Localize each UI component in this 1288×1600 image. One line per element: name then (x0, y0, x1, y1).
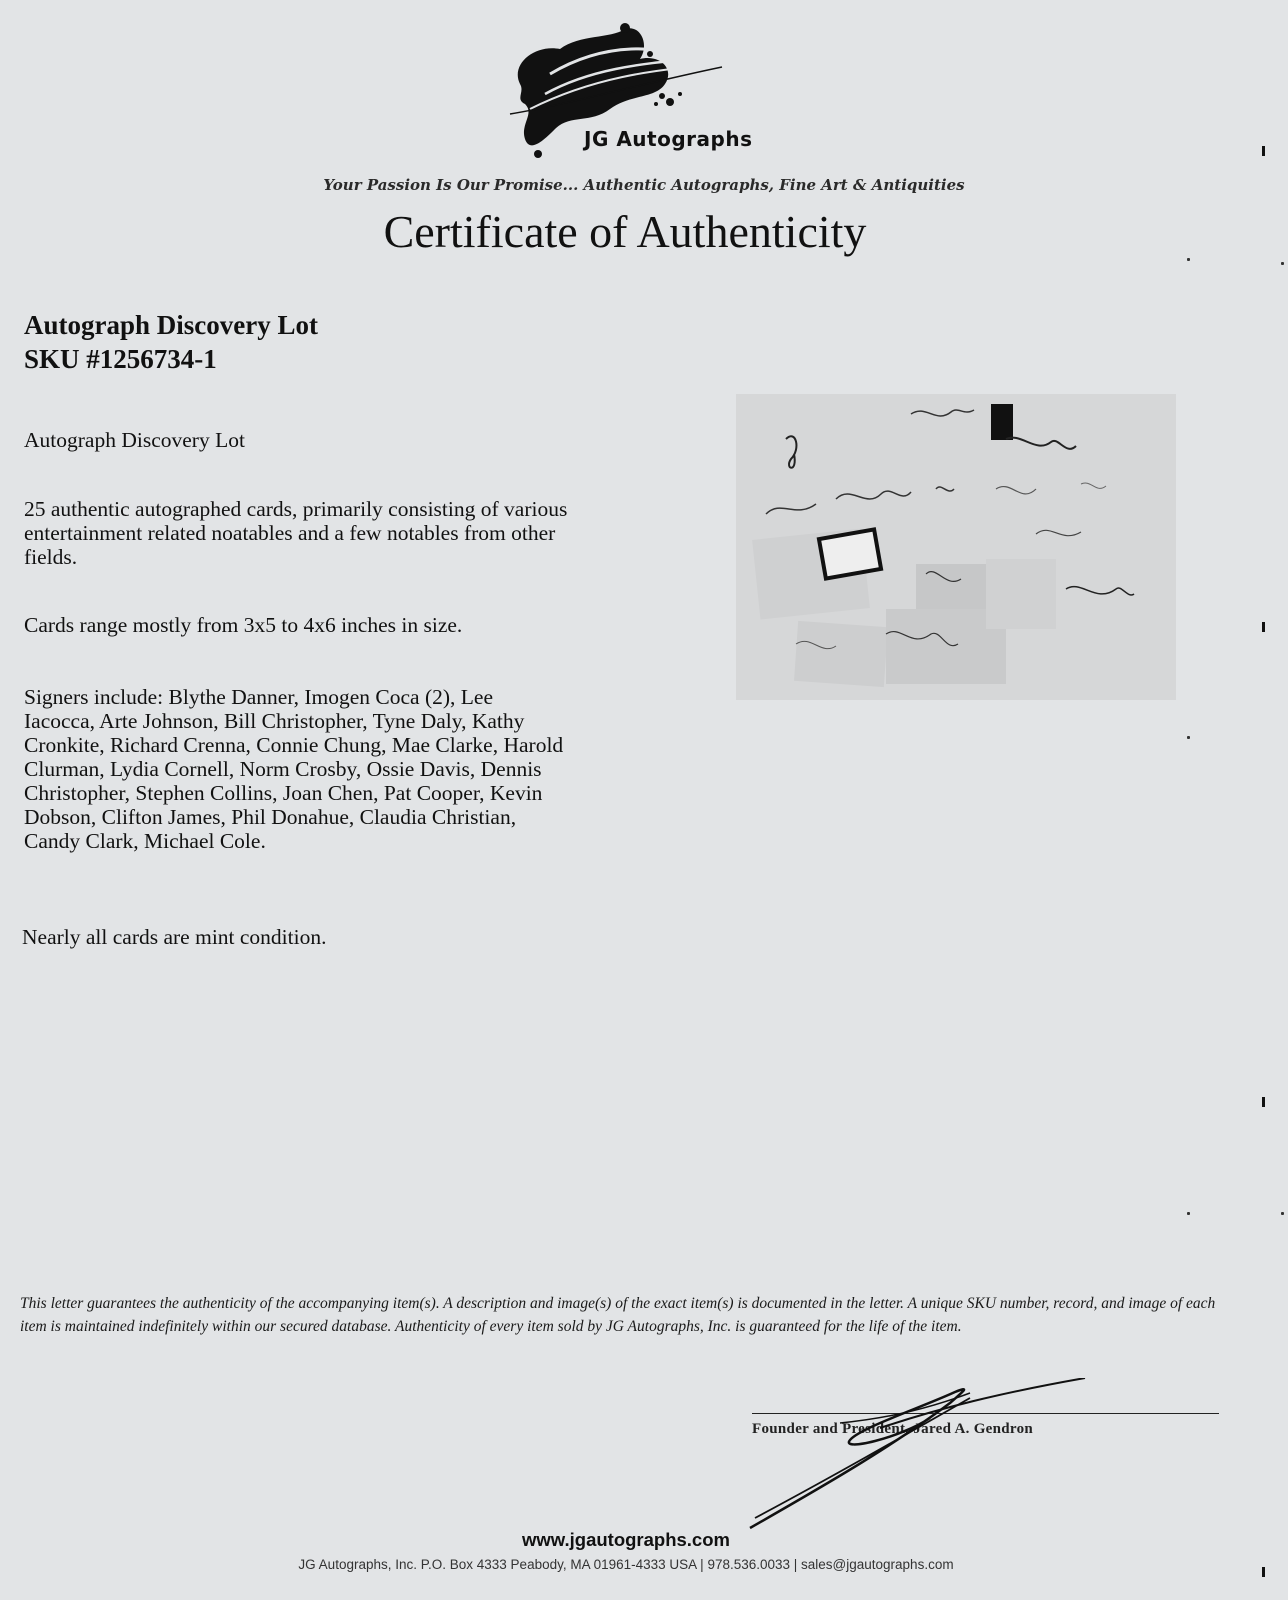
scan-dot (1187, 736, 1190, 739)
website-link[interactable]: www.jgautographs.com (522, 1529, 730, 1550)
scan-dot (1281, 262, 1284, 265)
signature-icon (740, 1378, 1120, 1538)
description-paragraph: 25 authentic autographed cards, primarily consisting of various entertainment related noatables and a few notables from other fields. (24, 497, 568, 569)
scan-dot (1281, 1212, 1284, 1215)
scan-mark (1262, 1567, 1265, 1577)
scan-dot (1187, 258, 1190, 261)
brand-name: JG Autographs (584, 127, 753, 151)
item-title: Autograph Discovery Lot (24, 310, 318, 340)
sku-number: SKU #1256734-1 (24, 344, 217, 374)
tagline: Your Passion Is Our Promise... Authentic Autographs, Fine Art & Antiquities (323, 176, 965, 194)
disclaimer-text: This letter guarantees the authenticity of the accompanying item(s). A description and image(s) of the exact item(s) is documented in the letter. A unique SKU number, record, and image of each item is maintained indefinitely within our secured database. Authenticity of every item sold by JG Autographs, Inc. is guaranteed for the life of the item. (20, 1295, 1216, 1335)
description-paragraph: Cards range mostly from 3x5 to 4x6 inches in size. (24, 613, 463, 637)
page-title: Certificate of Authenticity (383, 206, 867, 257)
signers-paragraph: Signers include: Blythe Danner, Imogen Coca (2), Lee Iacocca, Arte Johnson, Bill Christopher, Tyne Daly, Kathy Cronkite, Richard Crenna, Connie Chung, Mae Clarke, Harold Clurman, Lydia Cornell, Norm Crosby, Ossie Davis, Dennis Christopher, Stephen Collins, Joan Chen, Pat Cooper, Kevin Dobson, Clifton James, Phil Donahue, Claudia Christian, Candy Clark, Michael Cole. (24, 685, 564, 853)
description-paragraph: Autograph Discovery Lot (24, 428, 245, 452)
scan-dot (1187, 1212, 1190, 1215)
scan-mark (1262, 146, 1265, 156)
condition-paragraph: Nearly all cards are mint condition. (22, 925, 327, 949)
scan-mark (1262, 622, 1265, 632)
signer-title: Founder and President, Jared A. Gendron (752, 1421, 1034, 1437)
scan-mark (1262, 1097, 1265, 1107)
company-address: JG Autographs, Inc. P.O. Box 4333 Peabody, MA 01961-4333 USA | 978.536.0033 | sales@jgautographs.com (298, 1557, 954, 1572)
item-photo (736, 394, 1176, 700)
